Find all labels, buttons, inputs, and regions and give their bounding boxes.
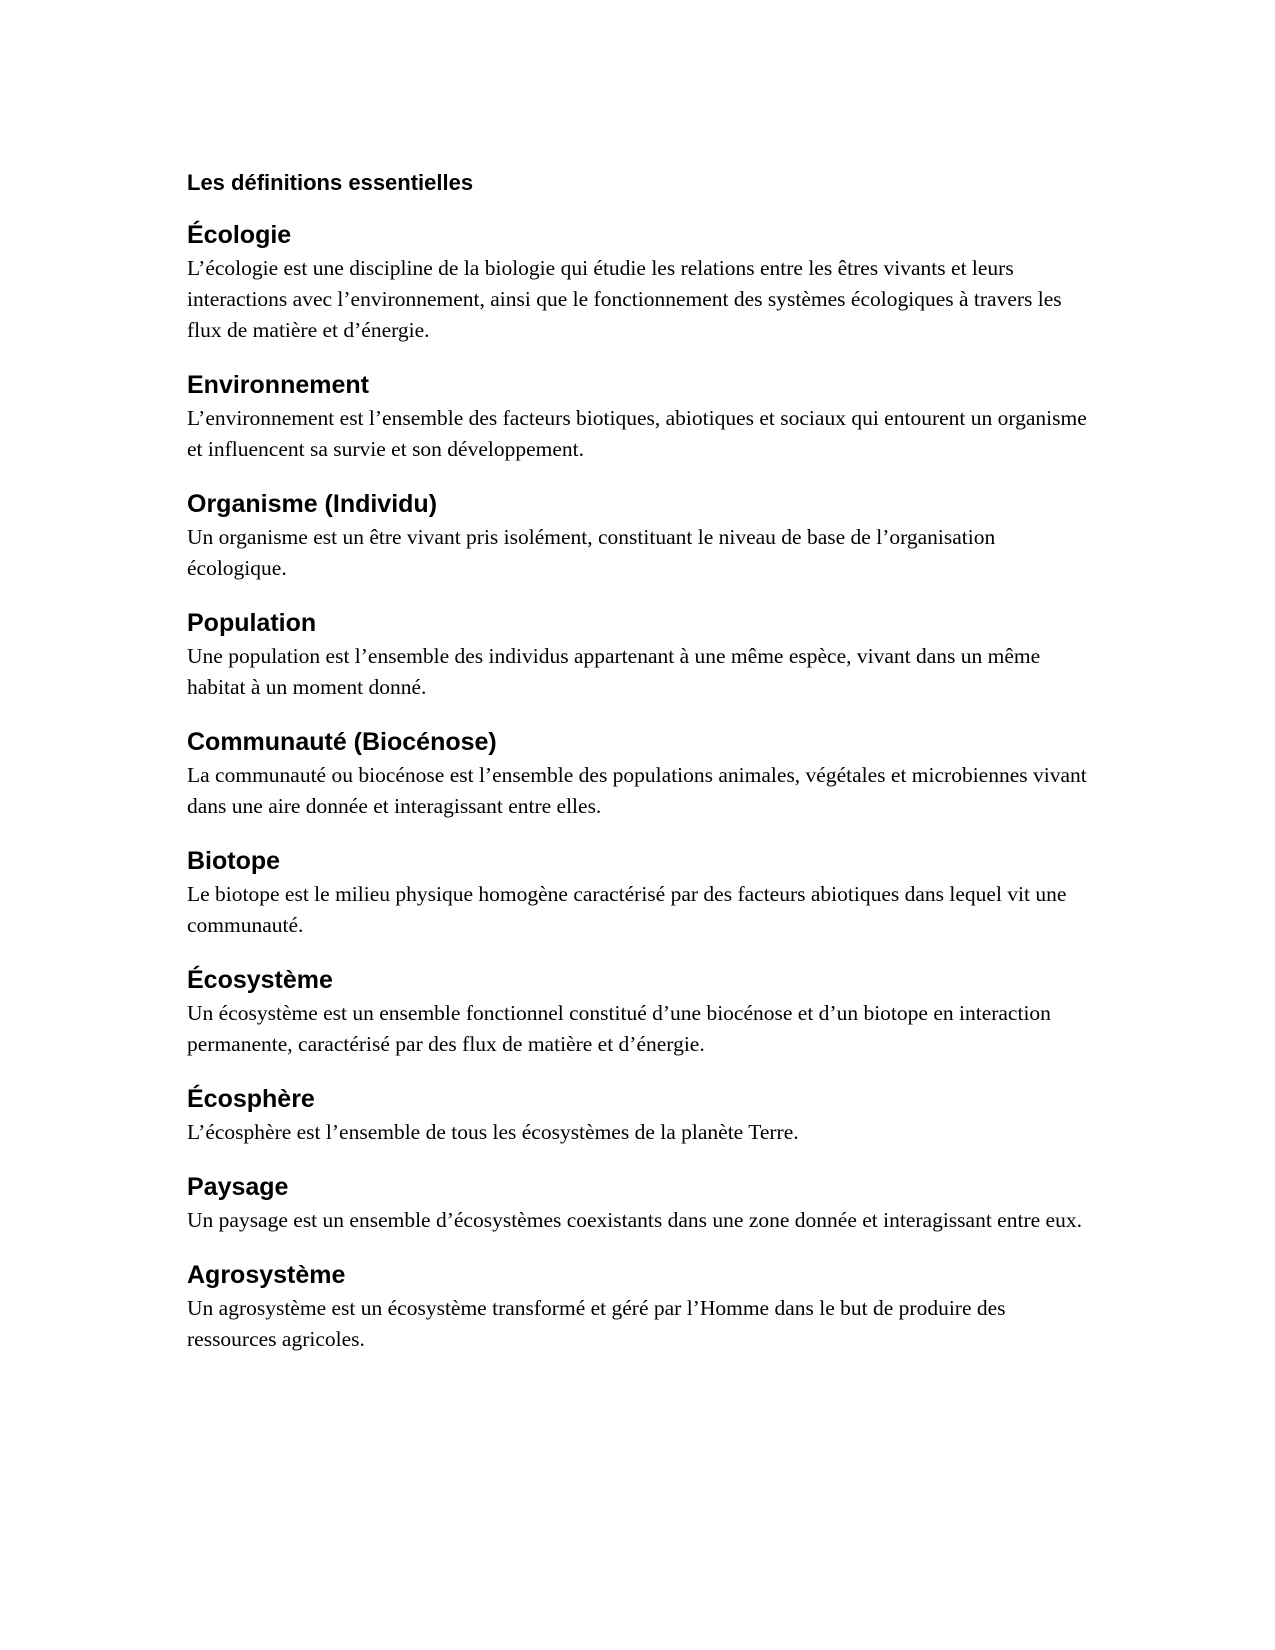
- term-heading: Organisme (Individu): [187, 490, 438, 518]
- definition-text: Le biotope est le milieu physique homogène caractérisé par des facteurs abiotiques dans lequel vit une communauté.: [187, 882, 1067, 937]
- term-heading: Écosphère: [187, 1085, 315, 1113]
- definition-text: Un écosystème est un ensemble fonctionnel constitué d’une biocénose et d’un biotope en interaction permanente, caractérisé par des flux de matière et d’énergie.: [187, 1001, 1051, 1056]
- definition-text: Une population est l’ensemble des individus appartenant à une même espèce, vivant dans un même habitat à un moment donné.: [187, 644, 1041, 699]
- definition-text: Un paysage est un ensemble d’écosystèmes coexistants dans une zone donnée et interagissant entre eux.: [187, 1208, 1082, 1232]
- definition-section-biotope: [187, 844, 1087, 941]
- definition-text: Un agrosystème est un écosystème transformé et géré par l’Homme dans le but de produire des ressources agricoles.: [187, 1296, 1006, 1351]
- term-heading: Environnement: [187, 371, 369, 399]
- term-heading: Écologie: [187, 221, 292, 249]
- document-page: [187, 168, 1087, 1377]
- definition-text: L’écosphère est l’ensemble de tous les écosystèmes de la planète Terre.: [187, 1120, 799, 1144]
- definition-section-environnement: [187, 368, 1087, 465]
- term-heading: Agrosystème: [187, 1261, 346, 1289]
- definition-section-ecologie: [187, 218, 1087, 346]
- term-heading: Écosystème: [187, 966, 333, 994]
- definition-section-ecosysteme: [187, 963, 1087, 1060]
- definition-section-agrosysteme: [187, 1258, 1087, 1355]
- definition-section-ecosphere: [187, 1082, 1087, 1148]
- definition-text: L’écologie est une discipline de la biologie qui étudie les relations entre les êtres vivants et leurs interactions avec l’environnement, ainsi que le fonctionnement des systèmes écologiques à travers les flux de matière et d’énergie.: [187, 256, 1062, 342]
- definition-section-population: [187, 606, 1087, 703]
- term-heading: Communauté (Biocénose): [187, 728, 497, 756]
- term-heading: Population: [187, 609, 317, 637]
- term-heading: Biotope: [187, 847, 281, 875]
- document-title: Les définitions essentielles: [187, 170, 474, 195]
- definition-section-organisme: [187, 487, 1087, 584]
- definition-text: La communauté ou biocénose est l’ensemble des populations animales, végétales et microbiennes vivant dans une aire donnée et interagissant entre elles.: [187, 763, 1087, 818]
- term-heading: Paysage: [187, 1173, 289, 1201]
- definition-section-communaute: [187, 725, 1087, 822]
- definition-text: L’environnement est l’ensemble des facteurs biotiques, abiotiques et sociaux qui entourent un organisme et influencent sa survie et son développement.: [187, 406, 1087, 461]
- definition-text: Un organisme est un être vivant pris isolément, constituant le niveau de base de l’organisation écologique.: [187, 525, 996, 580]
- definition-section-paysage: [187, 1170, 1087, 1236]
